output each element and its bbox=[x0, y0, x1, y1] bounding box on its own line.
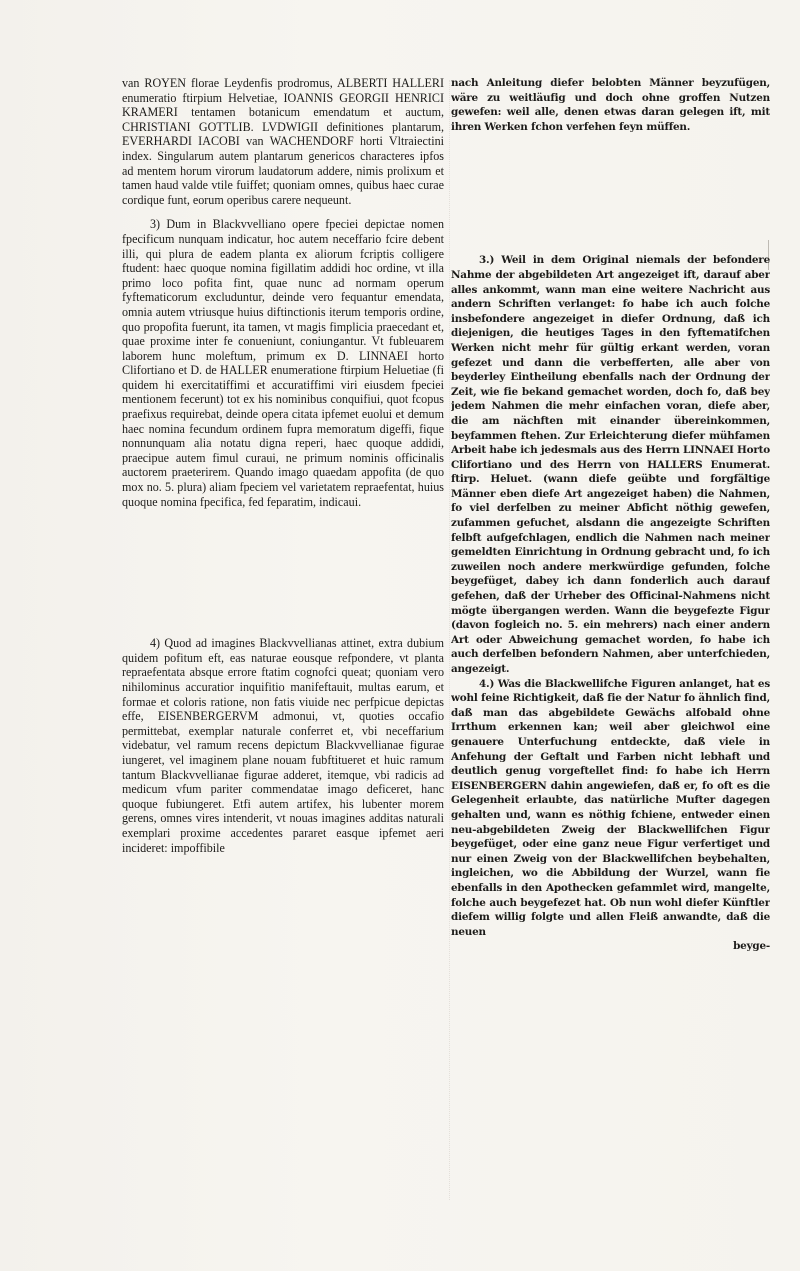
column-divider bbox=[449, 80, 450, 1200]
german-paragraph-3: 3.) Weil in dem Original niemals der befondere Nahme der abgebildeten Art angezeiget ift, darauf aber alles ankommt, wann man eine weitere Nachricht aus andern Schriften verlanget: fo habe ich auch folche insbefondere angezeiget in diefer Ordnung, daß ich diejenigen, die heutiges Tages in den fyftematifchen Werken nicht mehr für gültig erkant werden, voran gefezet und dann die verbefferten, alle aber von beyderley Eintheilung ebenfalls nach der Ordnung der Zeit, wie fie bekand gemachet worden, doch fo, daß bey jedem Nahmen die mehr einfachen voran, diefe aber, die am nächften mit einander übereinkommen, beyfammen ftehen. Zur Erleichterung diefer mühfamen Arbeit habe ich jedesmals aus des Herrn LINNAEI Horto Clifortiano und des Herrn von HALLERS Enumerat. ftirp. Heluet. (wann diefe geübte und forgfältige Männer eben diefe Art angezeiget haben) die Nahmen, fo viel derfelben zu meiner Abficht nöthig gewefen, zufammen gefuchet, alsdann die angezeigte Schriften felbft aufgefchlagen, endlich die Nahmen nach meiner gemeldten Einrichtung in Ordnung gebracht und, fo ich zuweilen noch andere merkwürdige gefunden, folche beygefüget, dabey ich dann fonderlich auch darauf gefehen, daß der Urheber des Officinal-Nahmens nicht mögte übergangen werden. Wann die beygefezte Figur (davon fogleich no. 5. ein mehrers) nach einer andern Art oder Abweichung gemachet worden, fo habe ich auch derfelben befondern Nahmen, aber unterfchieden, angezeigt. bbox=[451, 254, 770, 675]
german-paragraph-4: 4.) Was die Blackwellifche Figuren anlanget, hat es wohl feine Richtigkeit, daß fie der Natur fo ähnlich find, daß man das abgebildete Gewächs alfobald ohne Irrthum erkennen kan; weil aber gleichwol eine genauere Unterfuchung entdeckte, daß viele in Anfehung der Geftalt und Farben nicht lebhaft und deutlich genug vorgeftellet find: fo habe ich Herrn EISENBERGERN dahin angewiefen, daß er, fo oft es die Gelegenheit erlaubte, das natürliche Mufter dagegen gehalten und, wann es nöthig fchiene, entweder einen neu-abgebildeten Zweig der Blackwellifchen Figur beygefüget, oder eine ganz neue Figur verfertiget und nur einen Zweig von der Blackwellifchen beybehalten, ingleichen, wo die Abbildung der Wurzel, wann fie ebenfalls in den Apothecken gefammlet wird, mangelte, folche auch beygefezet hat. Ob nun wohl diefer Künftler diefem willig folgte und allen Fleiß anwandte, daß die neuen bbox=[451, 677, 770, 938]
german-paragraph-continuation: nach Anleitung diefer belobten Männer beyzufügen, wäre zu weitläufig und doch ohne groffen Nutzen gewefen: weil alle, denen etwas daran gelegen ift, mit ihren Werken fchon verfehen feyn müffen. bbox=[451, 77, 770, 133]
latin-paragraph-continuation: van ROYEN florae Leydenfis prodromus, ALBERTI HALLERI enumeratio ftirpium Helvetiae, IOANNIS GEORGII HENRICI KRAMERI tentamen botanicum emendatum et auctum, CHRISTIANI GOTTLIB. LVDWIGII definitiones plantarum, EVERHARDI IACOBI van WACHENDORF horti Vltraiectini index. Singularum autem plantarum genericos characteres ipfos ad mentem horum virorum laudatorum addere, nimis prolixum et tamen haud valde vtile fuiffet; quoniam omnes, quibus haec curae cordique funt, eorum operibus carere nequeunt. bbox=[122, 76, 444, 207]
catchword: beyge- bbox=[733, 940, 770, 953]
page-edge-mark bbox=[768, 240, 769, 270]
latin-paragraph-4: 4) Quod ad imagines Blackvvellianas attinet, extra dubium quidem pofitum eft, eas naturae eousque refpondere, vt planta repraefentata absque errore ftatim cognofci queat; quoniam vero nihilominus accuratior inquifitio manifeftauit, multas earum, et formae et coloris ratione, non fatis viuide nec perfpicue depictas effe, EISENBERGERVM admonui, vt, quoties occafio permittebat, exemplar naturale conferret et, vbi neceffarium videbatur, vel ramum recens depictum Blackvvellianae figurae iungeret, vel imaginem plane nouam fubftitueret et huic ramum tantum Blackvvellianae figurae adderet, itemque, vbi radicis ad medicum vfum pariter commendatae imago deficeret, hanc quoque fubiungeret. Etfi autem artifex, his lubenter morem gerens, omnes vires intenderit, vt nouas imagines additas naturali exemplari proxime accedentes pararet easque ipfemet aeri incideret: impoffibile bbox=[122, 636, 444, 855]
latin-paragraph-3: 3) Dum in Blackvvelliano opere fpeciei depictae nomen fpecificum nunquam indicatur, hoc autem neceffario fcire debent illi, qui plura de eadem planta ex aliorum fcriptis colligere ftudent: haec quoque nomina figillatim addidi hoc ordine, vt illa primo loco pofita fint, quae nunc ad normam operum fyftematicorum excluduntur, deinde vero fequantur emendata, omnia autem vtriusque huius diftinctionis iterum temporis ordine, quo propofita fuerunt, ita tamen, vt magis fimplicia praecedant et, quae proxime inter fe conueniunt, coniungantur. Vt fubleuarem laborem hunc moleftum, primum ex D. LINNAEI horto Clifortiano et D. de HALLER enumeratione ftirpium Heluetiae (fi quidem hi exercitatiffimi et accuratiffimi viri eiusdem fpeciei mentionem fecerunt) tot ex his nominibus conquifiui, quot fcopus praefixus requirebat, deinde opera citata ipfemet euolui et demum haec nomina fecundum ordinem fupra memoratum digeffi, fique nonnunquam alia notatu digna reperi, haec quoque addidi, praecipue autem fimul curaui, ne primum nominis officinalis auctorem praeterirem. Quando imago quaedam appofita (de quo mox no. 5. plura) aliam fpeciem vel varietatem repraefentat, huius quoque nomina fpecifica, fed feparatim, indicaui. bbox=[122, 217, 444, 509]
german-column bbox=[451, 76, 770, 954]
latin-column bbox=[122, 76, 444, 855]
